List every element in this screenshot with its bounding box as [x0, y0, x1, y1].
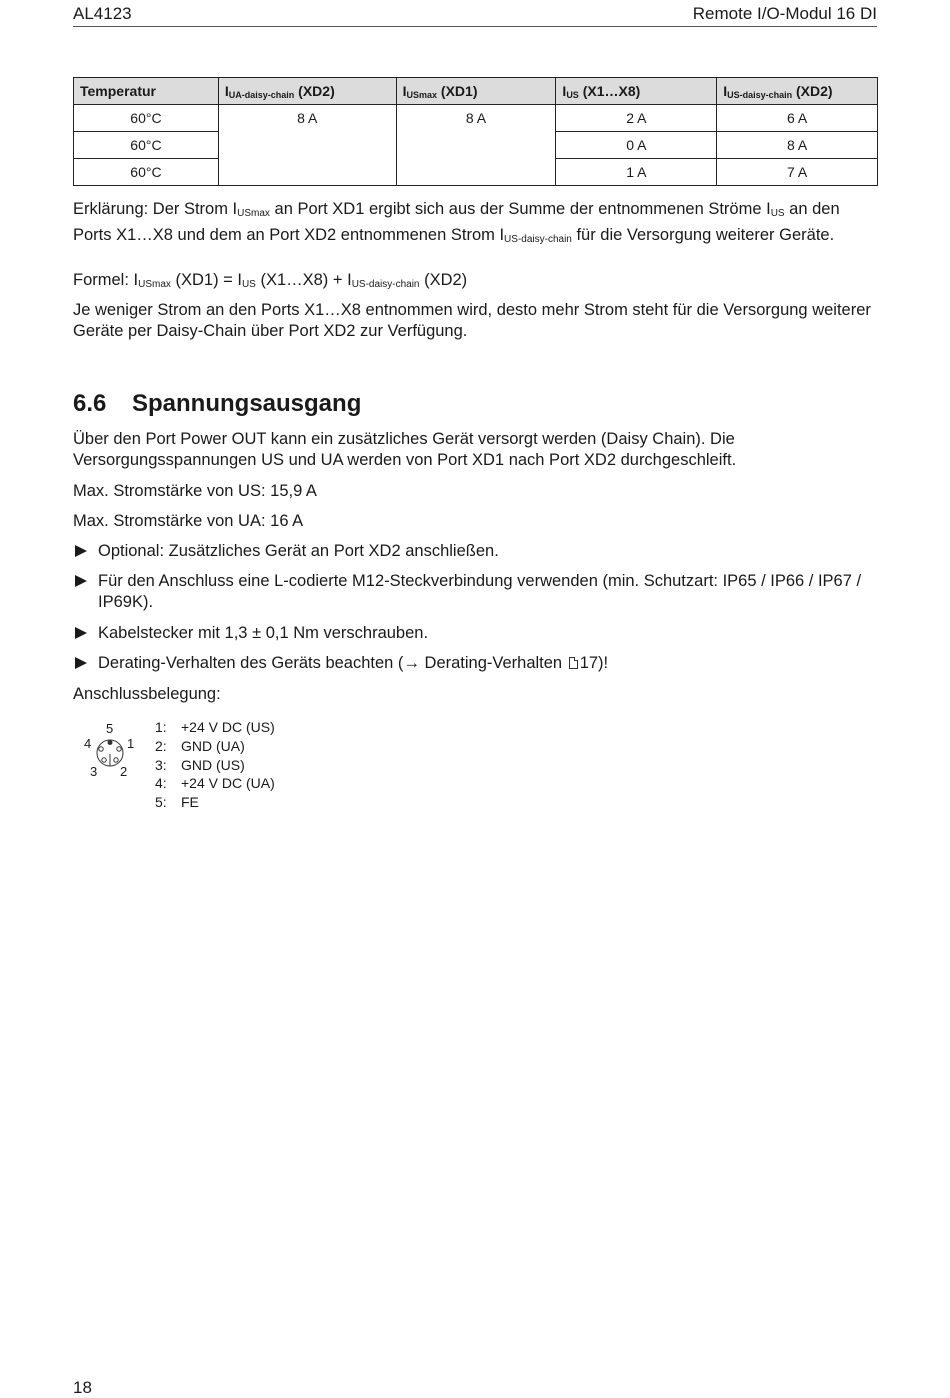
bullet-triangle-icon [75, 575, 87, 587]
pin-heading: Anschlussbelegung: [73, 685, 221, 703]
m12-connector-diagram [82, 718, 142, 783]
formula-paragraph: Formel: $I_{USmax}$ $(XD1) = I_{US}$ (X1…X8) + $I_{US-daisy-chain}$ (XD2) [73, 271, 468, 290]
reference-arrow-icon: → [403, 654, 420, 672]
table-cell: 8 A [218, 105, 396, 186]
pin-row: 1: +24 V DC (US) [155, 719, 275, 735]
table-cell: 6 A [717, 105, 878, 132]
section-title: Spannungsausgang [132, 390, 362, 417]
header-us: $I_{US}$ (X1…X8) [556, 78, 717, 105]
table-cell: 2 A [556, 105, 717, 132]
derating-link[interactable]: Derating-Verhalten [419, 654, 567, 672]
table-cell: 8 A [396, 105, 556, 186]
page-number: 18 [73, 1378, 92, 1397]
table-cell: 8 A [717, 132, 878, 159]
explanation-paragraph: Erklärung: Der Strom $I_{USmax}$ an Port XD1 ergibt sich aus der Summe der entnommenen Ströme $I_{US}$ an den Ports X1…X8 und dem an Port XD2 entnommenen Strom $I_{US-daisy-chain}$ für die Versorgung weiterer Geräte. [73, 200, 840, 245]
list-item: Optional: Zusätzliches Gerät an Port XD2 anschließen. [73, 541, 878, 562]
page-reference-icon [569, 657, 578, 669]
pin-row: 5: FE [155, 794, 199, 811]
header-temperatur: Temperatur [74, 78, 219, 105]
header-rule [73, 26, 877, 27]
connector-label-1: 1 [127, 736, 135, 751]
header-ua-daisy-chain: $I_{UA-daisy-chain}$ (XD2) [218, 78, 396, 105]
table-cell: 7 A [717, 159, 878, 186]
bullet-triangle-icon [75, 657, 87, 669]
pin-row: 4: +24 V DC (UA) [155, 775, 275, 792]
note-paragraph: Je weniger Strom an den Ports X1…X8 entnommen wird, desto mehr Strom steht für die Versorgung weiterer Geräte per Daisy-Chain über Port XD2 zur Verfügung. [73, 301, 871, 340]
doc-title: Remote I/O-Modul 16 DI [692, 4, 877, 23]
connector-label-5: 5 [106, 721, 114, 736]
table-row [74, 105, 878, 132]
max-current-ua: Max. Stromstärke von UA: 16 A [73, 512, 304, 530]
header-usmax: $I_{USmax}$ (XD1) [396, 78, 556, 105]
connector-face [97, 740, 123, 766]
table-header-row [74, 78, 878, 105]
table-cell: 60°C [74, 159, 219, 186]
list-item: Kabelstecker mit 1,3 ± 0,1 Nm verschrauben. [73, 623, 878, 644]
list-item: Für den Anschluss eine L-codierte M12-Steckverbindung verwenden (min. Schutzart: IP65 / IP66 / IP67 / IP69K). [73, 571, 878, 612]
section-number: 6.6 [73, 390, 107, 417]
list-item: Derating-Verhalten des Geräts beachten (→ Derating-Verhalten 17)! [73, 653, 878, 674]
table-cell: 0 A [556, 132, 717, 159]
section-intro: Über den Port Power OUT kann ein zusätzliches Gerät versorgt werden (Daisy Chain). Die Versorgungsspannungen US und UA werden von Port XD1 nach Port XD2 durchgeschleift. [73, 430, 737, 469]
max-current-us: Max. Stromstärke von US: 15,9 A [73, 482, 317, 500]
connector-label-3: 3 [90, 764, 98, 779]
bullet-triangle-icon [75, 545, 87, 557]
connector-label-4: 4 [84, 736, 92, 751]
table-cell: 1 A [556, 159, 717, 186]
bullet-triangle-icon [75, 627, 87, 639]
pin-assignment-list [155, 718, 275, 812]
section-heading [73, 390, 361, 418]
connector-label-2: 2 [120, 764, 128, 779]
pin-row: 2: GND (UA) [155, 737, 245, 754]
doc-id: AL4123 [73, 4, 132, 23]
table-cell: 60°C [74, 132, 219, 159]
pin-row: 3: GND (US) [155, 756, 245, 773]
current-table [73, 77, 878, 186]
table-cell: 60°C [74, 105, 219, 132]
header-us-daisy-chain: $I_{US-daisy-chain}$ (XD2) [717, 78, 878, 105]
